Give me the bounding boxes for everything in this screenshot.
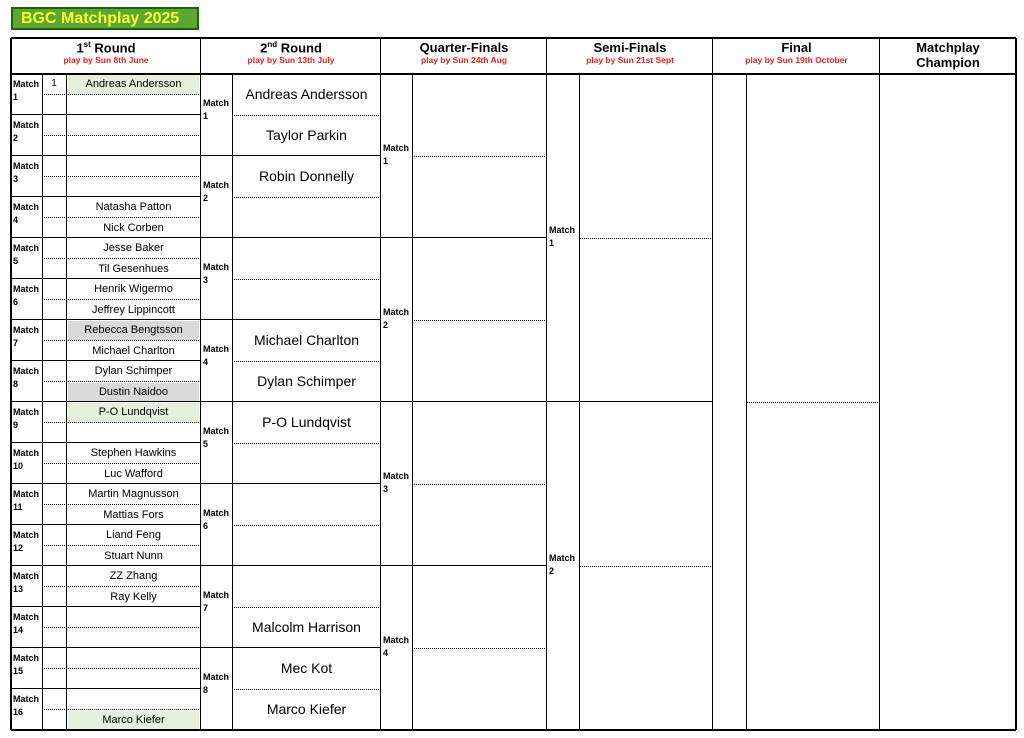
r2-player-slot[interactable]: Taylor Parkin: [266, 127, 347, 143]
match-word: Match: [13, 202, 40, 212]
round-2-base: 2: [260, 40, 268, 56]
r1-player-slot[interactable]: Stuart Nunn: [104, 549, 163, 562]
sf-player-slot[interactable]: [579, 402, 713, 566]
r1-match-label: [13, 488, 41, 514]
match-number: 6: [13, 297, 19, 307]
match-number: 1: [13, 92, 19, 102]
match-number: 6: [203, 521, 209, 531]
r1-player-slot[interactable]: Stephen Hawkins: [90, 447, 177, 459]
r2-match-label: [203, 507, 231, 533]
match-word: Match: [13, 653, 40, 663]
sf-title: Semi-Finals: [593, 40, 667, 55]
r2-match-label: [203, 179, 231, 205]
r1-match-label: [13, 160, 41, 186]
r1-player-slot[interactable]: [68, 96, 199, 115]
seed-number: 1: [51, 78, 57, 89]
round-column-border: [546, 38, 547, 730]
match-word: Match: [549, 225, 576, 235]
match-word: Match: [13, 448, 40, 458]
r2-player-slot[interactable]: [232, 279, 381, 320]
r1-match-label: [13, 324, 41, 350]
match-number: 4: [383, 648, 389, 658]
match-number: 2: [13, 133, 19, 143]
sf-player-slot[interactable]: [579, 238, 713, 402]
sf-player-slot[interactable]: [579, 566, 713, 730]
r1-match-label: [13, 693, 41, 719]
final-player-slot[interactable]: [746, 402, 880, 730]
r2-slot-divider: [232, 443, 381, 444]
champion-title-line1: Matchplay: [916, 40, 980, 55]
match-word: Match: [13, 243, 40, 253]
champion-title-line2: Champion: [916, 55, 980, 70]
r2-slot-divider: [232, 361, 381, 362]
r1-player-slot[interactable]: Michael Charlton: [92, 344, 175, 357]
table-bottom-border: [11, 729, 1016, 731]
round-header-champion: [880, 40, 1016, 70]
match-word: Match: [383, 143, 410, 153]
match-word: Match: [13, 571, 40, 581]
qf-player-slot[interactable]: [412, 238, 547, 320]
final-deadline: play by Sun 19th October: [745, 55, 848, 65]
qf-slot-divider: [412, 320, 547, 321]
round-column-border: [200, 38, 201, 730]
r1-match-label: [13, 365, 41, 391]
inner-column-border: [232, 74, 233, 730]
r2-player-slot[interactable]: Andreas Andersson: [245, 86, 368, 102]
r1-player-slot[interactable]: Andreas Andersson: [68, 75, 199, 94]
r1-player-slot[interactable]: [68, 424, 199, 443]
qf-match-label: [383, 306, 411, 332]
r1-match-label: [13, 570, 41, 596]
match-number: 7: [203, 603, 209, 613]
r2-match-label: [203, 261, 231, 287]
match-word: Match: [203, 590, 230, 600]
r2-slot-divider: [232, 525, 381, 526]
match-number: 16: [13, 707, 24, 717]
r1-match-label: [13, 119, 41, 145]
table-left-border: [10, 38, 12, 730]
r1-match-label: [13, 652, 41, 678]
r2-slot-divider: [232, 279, 381, 280]
r1-player-slot[interactable]: [68, 137, 199, 156]
r1-player-slot[interactable]: Mattias Fors: [103, 508, 164, 521]
match-number: 9: [13, 420, 19, 430]
round-2-deadline: play by Sun 13th July: [247, 55, 335, 66]
qf-player-slot[interactable]: [412, 402, 547, 484]
round-column-border: [879, 38, 880, 730]
r1-player-slot[interactable]: [68, 690, 199, 709]
qf-match-label: [383, 470, 411, 496]
inner-column-border: [579, 74, 580, 730]
header-bottom-border: [11, 73, 1016, 75]
r2-slot-divider: [232, 197, 381, 198]
final-player-slot[interactable]: [746, 74, 880, 402]
r1-player-slot[interactable]: Dylan Schimper: [94, 365, 173, 377]
r1-player-slot[interactable]: Luc Wafford: [104, 467, 163, 480]
match-number: 2: [383, 320, 389, 330]
r1-match-label: [13, 529, 41, 555]
r1-player-slot[interactable]: [68, 649, 199, 668]
r2-match-label: [203, 589, 231, 615]
match-number: 1: [549, 238, 555, 248]
qf-slot-divider: [412, 648, 547, 649]
r1-player-slot[interactable]: Jesse Baker: [103, 242, 164, 254]
r1-match-label: [13, 242, 41, 268]
match-word: Match: [13, 325, 40, 335]
qf-match-label: [383, 142, 411, 168]
round-2-sup: nd: [267, 40, 278, 49]
tournament-title: BGC Matchplay 2025: [11, 7, 199, 30]
match-number: 4: [13, 215, 19, 225]
r2-player-slot[interactable]: Marco Kiefer: [266, 701, 347, 717]
r2-player-slot[interactable]: Robin Donnelly: [259, 168, 354, 184]
r1-player-slot[interactable]: [68, 608, 199, 627]
r1-player-slot[interactable]: Ray Kelly: [110, 590, 157, 603]
r2-player-slot[interactable]: [232, 484, 381, 525]
match-number: 3: [13, 174, 19, 184]
qf-player-slot[interactable]: [412, 484, 547, 566]
r1-player-slot[interactable]: Dustin Naidoo: [68, 383, 199, 402]
r2-match-label: [203, 97, 231, 123]
r1-match-label: [13, 447, 41, 473]
qf-player-slot[interactable]: [412, 156, 547, 238]
round-header-1: [11, 40, 201, 65]
r2-player-slot[interactable]: [232, 566, 381, 607]
match-number: 11: [13, 502, 23, 512]
match-word: Match: [13, 161, 40, 171]
match-word: Match: [383, 635, 410, 645]
r1-player-slot[interactable]: [68, 157, 199, 176]
match-number: 7: [13, 338, 19, 348]
match-number: 2: [549, 566, 555, 576]
table-top-border: [11, 37, 1016, 39]
r1-player-slot[interactable]: Henrik Wigermo: [94, 283, 173, 295]
sf-match-label: [549, 552, 577, 578]
r1-player-slot[interactable]: [68, 670, 199, 689]
round-header-final: [713, 40, 880, 65]
r1-player-slot[interactable]: Til Gesenhues: [98, 262, 169, 275]
r1-match-label: [13, 283, 41, 309]
r1-match-label: [13, 78, 41, 104]
match-word: Match: [203, 98, 230, 108]
r1-player-slot[interactable]: P-O Lundqvist: [68, 403, 199, 422]
match-number: 2: [203, 193, 209, 203]
r2-player-slot[interactable]: [232, 525, 381, 566]
round-column-border: [712, 38, 713, 730]
qf-player-slot[interactable]: [412, 648, 547, 730]
match-word: Match: [383, 307, 410, 317]
match-word: Match: [13, 489, 40, 499]
round-column-border: [380, 38, 381, 730]
match-number: 14: [13, 625, 24, 635]
sf-player-slot[interactable]: [579, 74, 713, 238]
match-number: 4: [203, 357, 209, 367]
r2-player-slot[interactable]: [232, 238, 381, 279]
match-word: Match: [13, 366, 40, 376]
round-header-sf: [547, 40, 713, 65]
champion-slot[interactable]: [880, 74, 1016, 730]
match-number: 10: [13, 461, 24, 471]
r2-player-slot[interactable]: [232, 443, 381, 484]
r1-player-slot[interactable]: Rebecca Bengtsson: [68, 321, 199, 340]
r2-player-slot[interactable]: Malcolm Harrison: [252, 619, 361, 635]
match-word: Match: [549, 553, 576, 563]
r1-player-slot[interactable]: Jeffrey Lippincott: [92, 303, 175, 316]
match-number: 15: [13, 666, 24, 676]
match-number: 8: [203, 685, 209, 695]
match-word: Match: [203, 426, 230, 436]
round-2-rest: Round: [277, 40, 322, 56]
match-word: Match: [203, 180, 230, 190]
round-header-qf: [381, 40, 547, 65]
match-word: Match: [13, 284, 40, 294]
r2-match-label: [203, 343, 231, 369]
match-number: 5: [203, 439, 209, 449]
r2-player-slot[interactable]: P-O Lundqvist: [262, 414, 351, 430]
match-word: Match: [13, 120, 40, 130]
match-number: 1: [203, 111, 209, 121]
r2-slot-divider: [232, 689, 381, 690]
qf-player-slot[interactable]: [412, 74, 547, 156]
qf-slot-divider: [412, 484, 547, 485]
r1-player-slot[interactable]: Marco Kiefer: [68, 711, 199, 730]
match-word: Match: [203, 508, 230, 518]
sf-deadline: play by Sun 21st Sept: [586, 55, 674, 65]
final-title: Final: [781, 40, 812, 55]
match-number: 12: [13, 543, 24, 553]
inner-column-border: [412, 74, 413, 730]
qf-slot-divider: [412, 156, 547, 157]
match-word: Match: [383, 471, 410, 481]
round-header-2: [201, 40, 381, 65]
inner-column-border: [746, 74, 747, 730]
match-word: Match: [13, 612, 40, 622]
r1-player-slot[interactable]: Martin Magnusson: [88, 488, 179, 500]
r2-player-slot[interactable]: Mec Kot: [280, 660, 333, 676]
r2-match-label: [203, 671, 231, 697]
match-number: 3: [383, 484, 389, 494]
inner-column-border: [42, 74, 43, 730]
inner-column-border: [66, 74, 67, 730]
r1-match-label: [13, 611, 41, 637]
final-slot-divider: [746, 402, 880, 403]
qf-player-slot[interactable]: [412, 320, 547, 402]
qf-match-label: [383, 634, 411, 660]
table-right-border: [1015, 38, 1017, 730]
match-word: Match: [13, 79, 40, 89]
r2-slot-divider: [232, 607, 381, 608]
match-number: 1: [383, 156, 389, 166]
r1-match-label: [13, 406, 41, 432]
r1-match-label: [13, 201, 41, 227]
r1-player-slot[interactable]: Natasha Patton: [95, 201, 172, 213]
r1-player-slot[interactable]: Liand Feng: [105, 529, 162, 541]
r1-player-slot[interactable]: [68, 178, 199, 197]
match-word: Match: [13, 530, 40, 540]
qf-title: Quarter-Finals: [419, 40, 509, 55]
r1-player-slot[interactable]: [68, 116, 199, 135]
match-number: 8: [13, 379, 19, 389]
r2-slot-divider: [232, 115, 381, 116]
r1-player-slot[interactable]: Nick Corben: [103, 221, 164, 234]
sf-slot-divider: [579, 566, 713, 567]
r1-player-slot[interactable]: [68, 629, 199, 648]
sf-slot-divider: [579, 238, 713, 239]
r2-match-label: [203, 425, 231, 451]
match-word: Match: [203, 344, 230, 354]
match-number: 13: [13, 584, 24, 594]
round-1-sup: st: [83, 40, 91, 49]
match-word: Match: [203, 672, 230, 682]
sf-match-label: [549, 224, 577, 250]
match-number: 5: [13, 256, 19, 266]
r2-player-slot[interactable]: [232, 197, 381, 238]
match-word: Match: [13, 407, 40, 417]
round-1-deadline: play by Sun 8th June: [63, 55, 149, 66]
round-1-base: 1: [76, 40, 84, 56]
r1-player-slot[interactable]: ZZ Zhang: [109, 570, 158, 582]
qf-player-slot[interactable]: [412, 566, 547, 648]
match-number: 3: [203, 275, 209, 285]
r2-player-slot[interactable]: Michael Charlton: [253, 332, 360, 348]
r2-player-slot[interactable]: Dylan Schimper: [257, 373, 356, 389]
qf-deadline: play by Sun 24th Aug: [420, 55, 508, 65]
match-word: Match: [13, 694, 40, 704]
match-word: Match: [203, 262, 230, 272]
round-1-rest: Round: [90, 40, 136, 56]
